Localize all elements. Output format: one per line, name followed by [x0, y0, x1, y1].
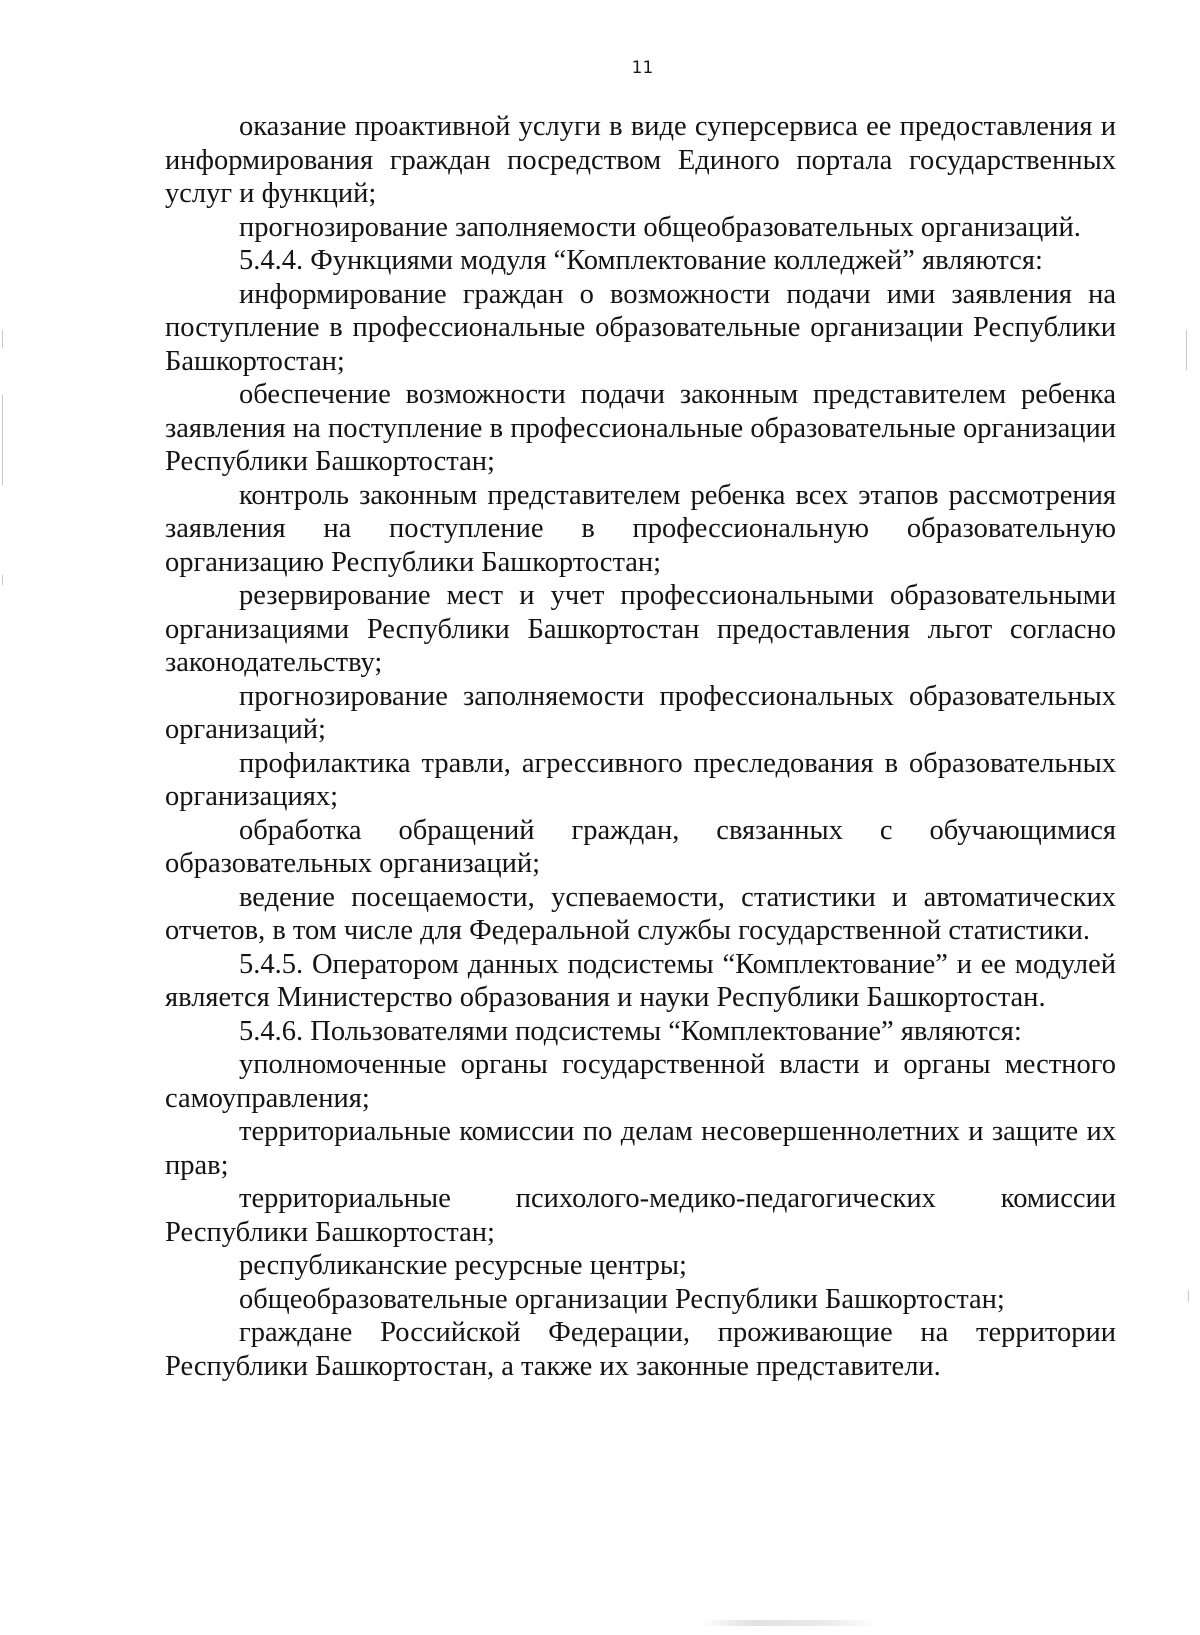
paragraph-attendance-reports: ведение посещаемости, успеваемости, статистики и автоматических отчетов, в том числе для Федеральной службы государственной статистики. [165, 881, 1116, 946]
scan-edge-mark [2, 395, 3, 485]
paragraph-application-possibility: обеспечение возможности подачи законным представителем ребенка заявления на поступление в профессиональные образовательные организации Республики Башкортостан; [165, 379, 1116, 477]
paragraph-forecast-general: прогнозирование заполняемости общеобразовательных организаций. [239, 211, 1081, 243]
paragraph-forecast-professional: прогнозирование заполняемости профессиональных образовательных организаций; [165, 680, 1116, 745]
paragraph-authorities: уполномоченные органы государственной власти и органы местного самоуправления; [165, 1049, 1116, 1114]
scan-edge-mark [2, 575, 3, 585]
scan-edge-mark [1186, 330, 1187, 370]
scan-edge-mark [1188, 1290, 1189, 1302]
paragraph-general-organizations: общеобразовательные организации Республики Башкортостан; [239, 1283, 1005, 1315]
paragraph-section-5-4-5: 5.4.5. Оператором данных подсистемы “Комплектование” и ее модулей является Министерство образования и науки Республики Башкортостан. [165, 948, 1116, 1013]
paragraph-resource-centers: республиканские ресурсные центры; [239, 1250, 687, 1281]
paragraph-reservation: резервирование мест и учет профессиональными образовательными организациями Республики Башкортостан предоставления льгот согласно законодательству; [165, 580, 1116, 678]
paragraph-section-5-4-4: 5.4.4. Функциями модуля “Комплектование колледжей” являются: [239, 245, 1043, 276]
paragraph-application-control: контроль законным представителем ребенка всех этапов рассмотрения заявления на поступление в профессиональную образовательную организацию Республики Башкортостан; [165, 479, 1116, 578]
scan-edge-mark [2, 330, 3, 348]
paragraph-juvenile-commissions: территориальные комиссии по делам несовершеннолетних и защите их прав; [165, 1116, 1116, 1181]
scan-bottom-smudge [700, 1620, 880, 1626]
paragraph-inform-citizens: информирование граждан о возможности подачи ими заявления на поступление в профессиональные образовательные организации Республики Башкортостан; [165, 278, 1116, 377]
paragraph-citizens: граждане Российской Федерации, проживающие на территории Республики Башкортостан, а также их законные представители. [165, 1317, 1116, 1382]
page-number: 11 [631, 58, 654, 78]
paragraph-bullying-prevention: профилактика травли, агрессивного преследования в образовательных организациях; [165, 747, 1116, 812]
paragraph-appeals-processing: обработка обращений граждан, связанных с обучающимися образовательных организаций; [165, 814, 1116, 879]
paragraph-pmpk-commissions: территориальные психолого-медико-педагогических комиссии Республики Башкортостан; [165, 1183, 1116, 1248]
paragraph-section-5-4-6: 5.4.6. Пользователями подсистемы “Комплектование” являются: [239, 1015, 1022, 1047]
paragraph-proactive-service: оказание проактивной услуги в виде суперсервиса ее предоставления и информирования граждан посредством Единого портала государственных услуг и функций; [165, 111, 1116, 209]
document-body [165, 110, 1116, 1383]
